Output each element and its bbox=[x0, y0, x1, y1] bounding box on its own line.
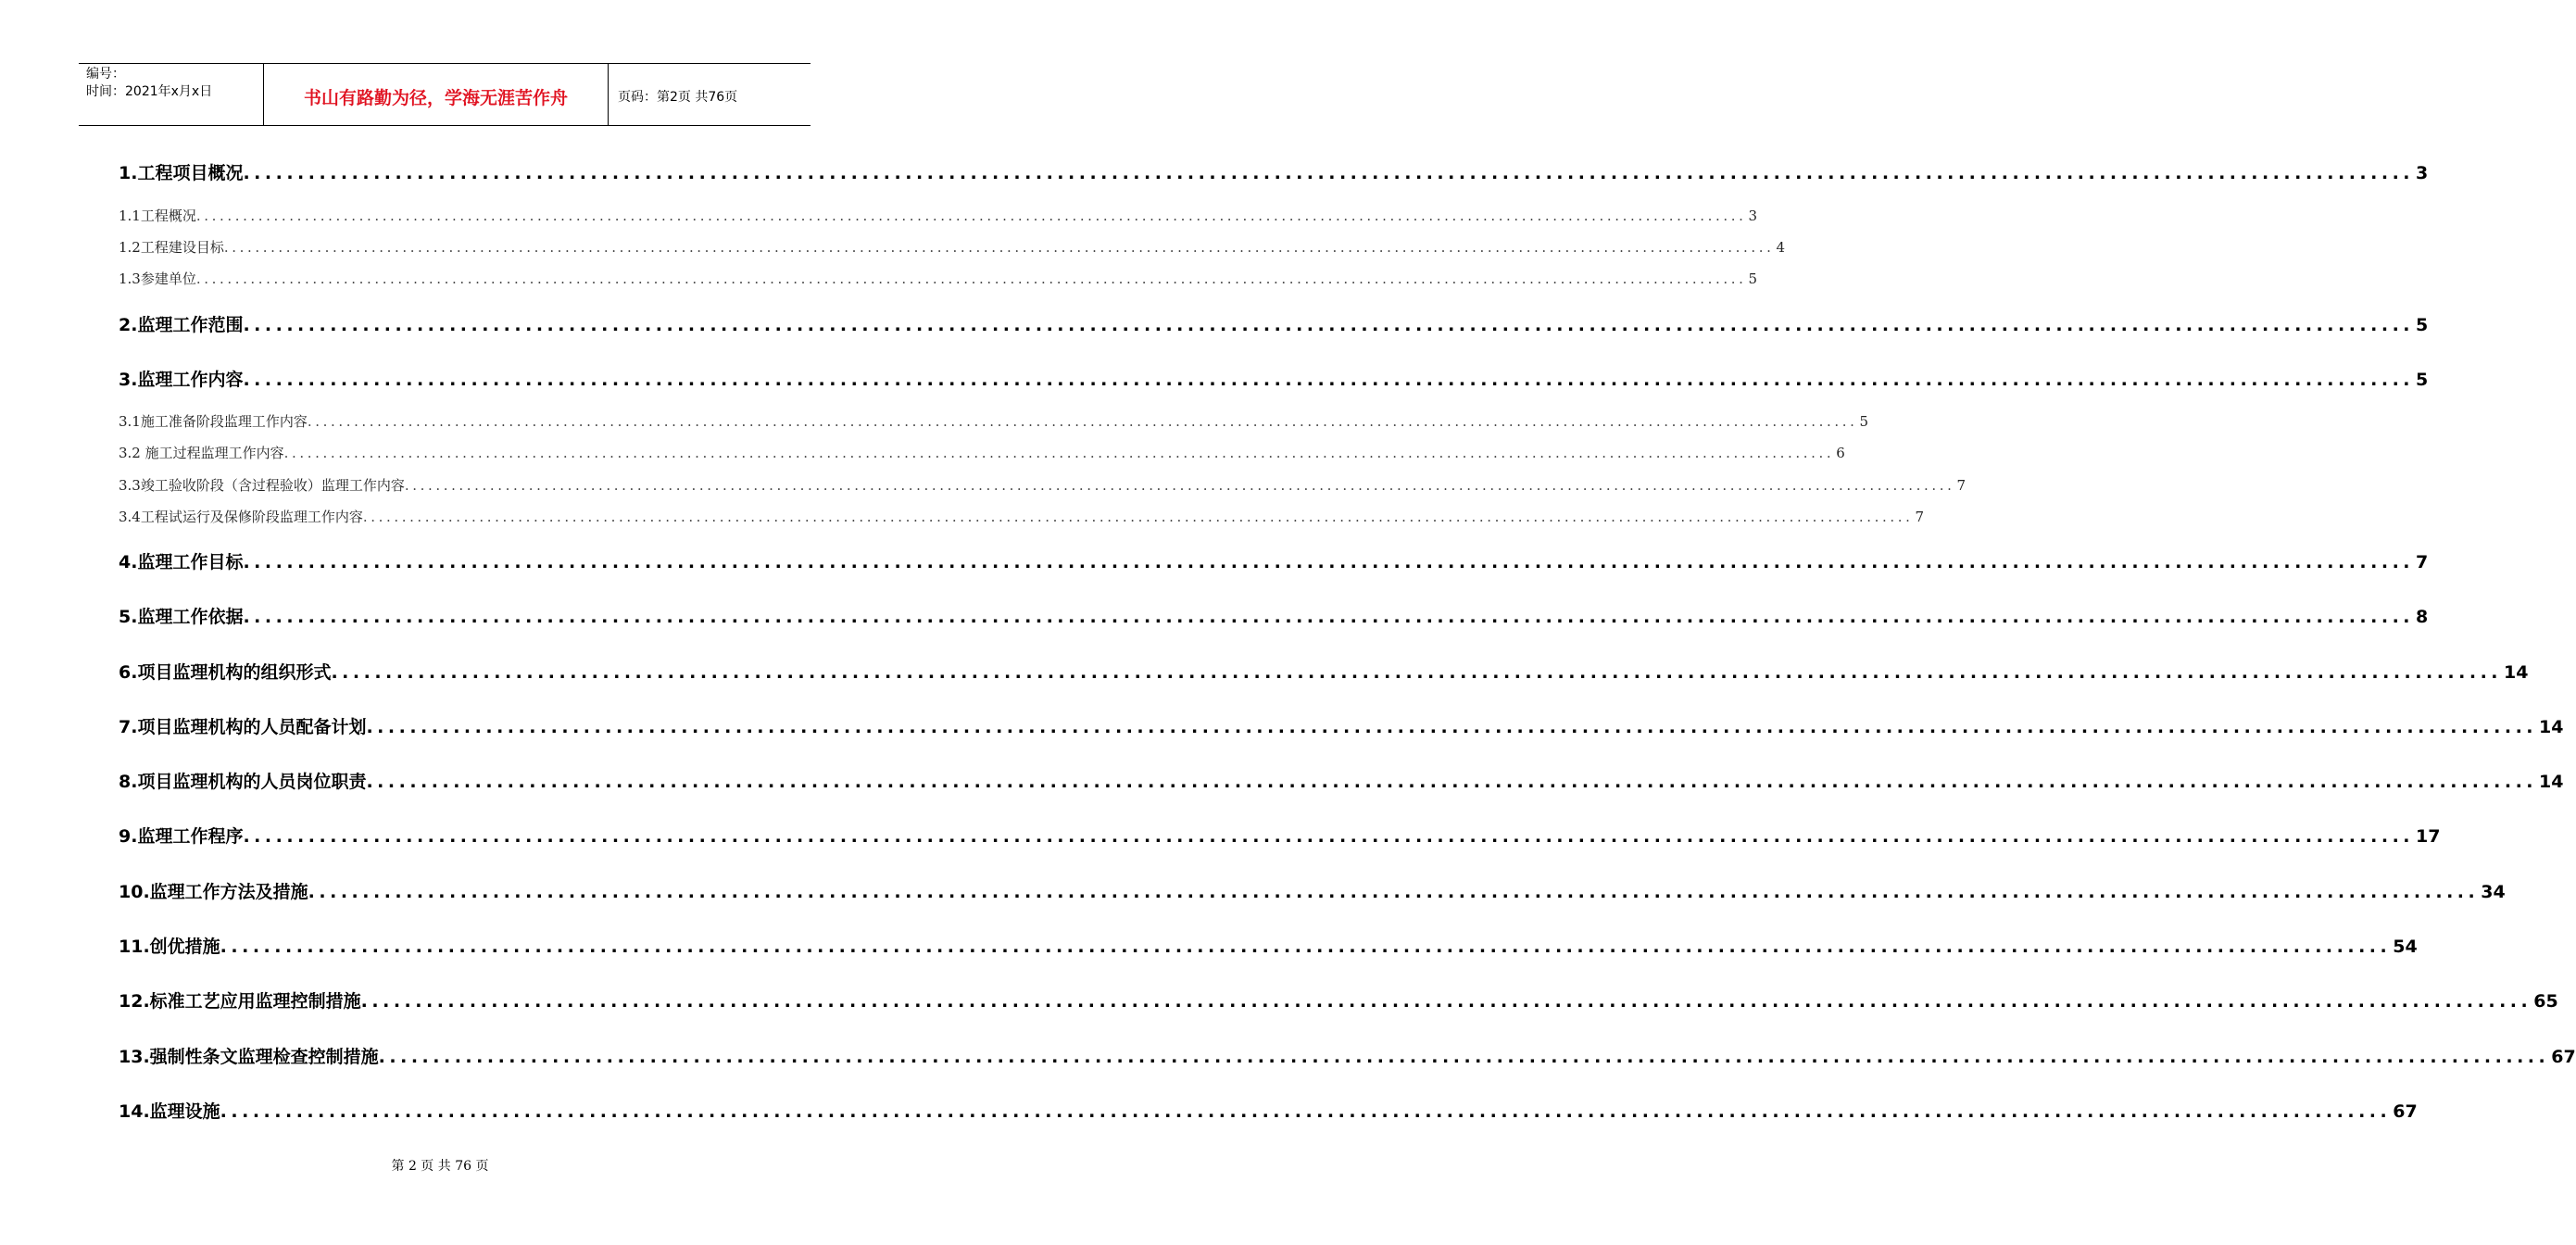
toc-entry-title: 14.监理设施 bbox=[119, 1101, 220, 1122]
toc-leader-dots: ........................................................................................................................................................................................................ bbox=[243, 163, 2415, 183]
toc-leader-dots: ........................................................................................................................................................................................................ bbox=[195, 208, 1747, 224]
toc-entry-page: 5 bbox=[2416, 315, 2429, 335]
toc-leader-dots: ........................................................................................................................................................................................................ bbox=[243, 607, 2415, 627]
toc-entry[interactable] bbox=[119, 475, 1967, 496]
toc-entry-title: 12.标准工艺应用监理控制措施 bbox=[119, 991, 361, 1012]
toc-entry-page: 6 bbox=[1836, 445, 1845, 461]
toc-leader-dots: ........................................................................................................................................................................................................ bbox=[331, 662, 2503, 683]
toc-entry-page: 4 bbox=[1776, 239, 1786, 256]
toc-entry-page: 5 bbox=[2416, 370, 2429, 390]
toc-entry[interactable] bbox=[119, 237, 1786, 258]
document-number-label: 编号： bbox=[86, 67, 125, 82]
toc-entry-title: 3.监理工作内容 bbox=[119, 370, 244, 390]
page-footer: 第 2 页 共 76 页 bbox=[391, 1159, 489, 1174]
toc-entry-title: 10.监理工作方法及措施 bbox=[119, 882, 308, 902]
toc-entry-title: 3.3竣工验收阶段（含过程验收）监理工作内容 bbox=[119, 477, 405, 494]
toc-entry[interactable] bbox=[119, 987, 2558, 1012]
toc-entry-title: 6.项目监理机构的组织形式 bbox=[119, 662, 332, 683]
toc-entry-title: 1.2工程建设目标 bbox=[119, 239, 224, 256]
toc-entry[interactable] bbox=[119, 411, 1869, 432]
toc-entry[interactable] bbox=[119, 548, 2429, 572]
toc-entry-title: 7.项目监理机构的人员配备计划 bbox=[119, 717, 367, 737]
toc-leader-dots: ........................................................................................................................................................................................................ bbox=[195, 270, 1747, 287]
toc-entry[interactable] bbox=[119, 1098, 2418, 1122]
toc-leader-dots: ........................................................................................................................................................................................................ bbox=[366, 772, 2538, 792]
toc-entry-page: 5 bbox=[1859, 413, 1869, 430]
toc-entry-title: 3.2 施工过程监理工作内容 bbox=[119, 445, 284, 461]
toc-entry[interactable] bbox=[119, 603, 2429, 627]
toc-entry-page: 14 bbox=[2539, 772, 2564, 792]
toc-entry[interactable] bbox=[119, 206, 1758, 226]
toc-leader-dots: ........................................................................................................................................................................................................ bbox=[243, 370, 2415, 390]
document-time-label: 时间：2021年x月x日 bbox=[86, 84, 213, 99]
toc-entry-page: 67 bbox=[2551, 1047, 2576, 1067]
toc-entry-title: 1.1工程概况 bbox=[119, 208, 196, 224]
toc-entry[interactable] bbox=[119, 823, 2441, 847]
toc-entry-page: 14 bbox=[2504, 662, 2529, 683]
toc-leader-dots: ........................................................................................................................................................................................................ bbox=[404, 477, 1955, 494]
toc-entry-page: 3 bbox=[2416, 163, 2429, 183]
toc-leader-dots: ........................................................................................................................................................................................................ bbox=[243, 552, 2415, 572]
toc-entry-title: 5.监理工作依据 bbox=[119, 607, 244, 627]
toc-leader-dots: ........................................................................................................................................................................................................ bbox=[308, 882, 2480, 902]
toc-entry-page: 65 bbox=[2533, 991, 2558, 1012]
toc-leader-dots: ........................................................................................................................................................................................................ bbox=[243, 826, 2415, 847]
toc-entry[interactable] bbox=[119, 878, 2506, 902]
toc-entry[interactable] bbox=[119, 713, 2564, 737]
toc-entry-title: 1.3参建单位 bbox=[119, 270, 196, 287]
toc-entry-page: 17 bbox=[2416, 826, 2441, 847]
header-page-info: 页码：第2页 共76页 bbox=[618, 90, 738, 105]
toc-leader-dots: ........................................................................................................................................................................................................ bbox=[378, 1047, 2550, 1067]
toc-entry[interactable] bbox=[119, 311, 2429, 335]
toc-entry-page: 7 bbox=[1956, 477, 1967, 494]
toc-entry-title: 11.创优措施 bbox=[119, 937, 220, 957]
toc-entry-title: 8.项目监理机构的人员岗位职责 bbox=[119, 772, 367, 792]
toc-entry-title: 3.1施工准备阶段监理工作内容 bbox=[119, 413, 308, 430]
toc-leader-dots: ........................................................................................................................................................................................................ bbox=[220, 937, 2392, 957]
toc-leader-dots: ........................................................................................................................................................................................................ bbox=[283, 445, 1835, 461]
toc-entry-page: 7 bbox=[2416, 552, 2429, 572]
toc-entry[interactable] bbox=[119, 1043, 2576, 1067]
toc-entry[interactable] bbox=[119, 159, 2429, 183]
toc-entry-title: 13.强制性条文监理检查控制措施 bbox=[119, 1047, 379, 1067]
toc-entry-page: 7 bbox=[1915, 509, 1925, 525]
toc-entry-page: 8 bbox=[2416, 607, 2429, 627]
toc-leader-dots: ........................................................................................................................................................................................................ bbox=[243, 315, 2415, 335]
toc-entry-title: 9.监理工作程序 bbox=[119, 826, 244, 847]
toc-entry[interactable] bbox=[119, 933, 2418, 957]
page-header bbox=[79, 63, 810, 126]
toc-entry-title: 1.工程项目概况 bbox=[119, 163, 244, 183]
toc-leader-dots: ........................................................................................................................................................................................................ bbox=[360, 991, 2532, 1012]
toc-entry-page: 54 bbox=[2393, 937, 2418, 957]
toc-entry-page: 14 bbox=[2539, 717, 2564, 737]
toc-entry[interactable] bbox=[119, 507, 1925, 527]
toc-leader-dots: ........................................................................................................................................................................................................ bbox=[223, 239, 1775, 256]
toc-entry[interactable] bbox=[119, 269, 1758, 289]
toc-entry[interactable] bbox=[119, 768, 2564, 792]
toc-entry[interactable] bbox=[119, 659, 2529, 683]
toc-leader-dots: ........................................................................................................................................................................................................ bbox=[307, 413, 1858, 430]
toc-entry-page: 5 bbox=[1748, 270, 1758, 287]
toc-entry-title: 3.4工程试运行及保修阶段监理工作内容 bbox=[119, 509, 363, 525]
toc-entry-page: 34 bbox=[2481, 882, 2506, 902]
toc-entry-title: 4.监理工作目标 bbox=[119, 552, 244, 572]
toc-entry-title: 2.监理工作范围 bbox=[119, 315, 244, 335]
toc-entry[interactable] bbox=[119, 366, 2429, 390]
toc-entry[interactable] bbox=[119, 443, 1845, 463]
toc-leader-dots: ........................................................................................................................................................................................................ bbox=[220, 1101, 2392, 1122]
header-motto: 书山有路勤为径，学海无涯苦作舟 bbox=[264, 64, 609, 125]
toc-entry-page: 3 bbox=[1748, 208, 1758, 224]
toc-leader-dots: ........................................................................................................................................................................................................ bbox=[366, 717, 2538, 737]
toc-leader-dots: ........................................................................................................................................................................................................ bbox=[362, 509, 1914, 525]
header-meta bbox=[79, 64, 264, 125]
toc-entry-page: 67 bbox=[2393, 1101, 2418, 1122]
